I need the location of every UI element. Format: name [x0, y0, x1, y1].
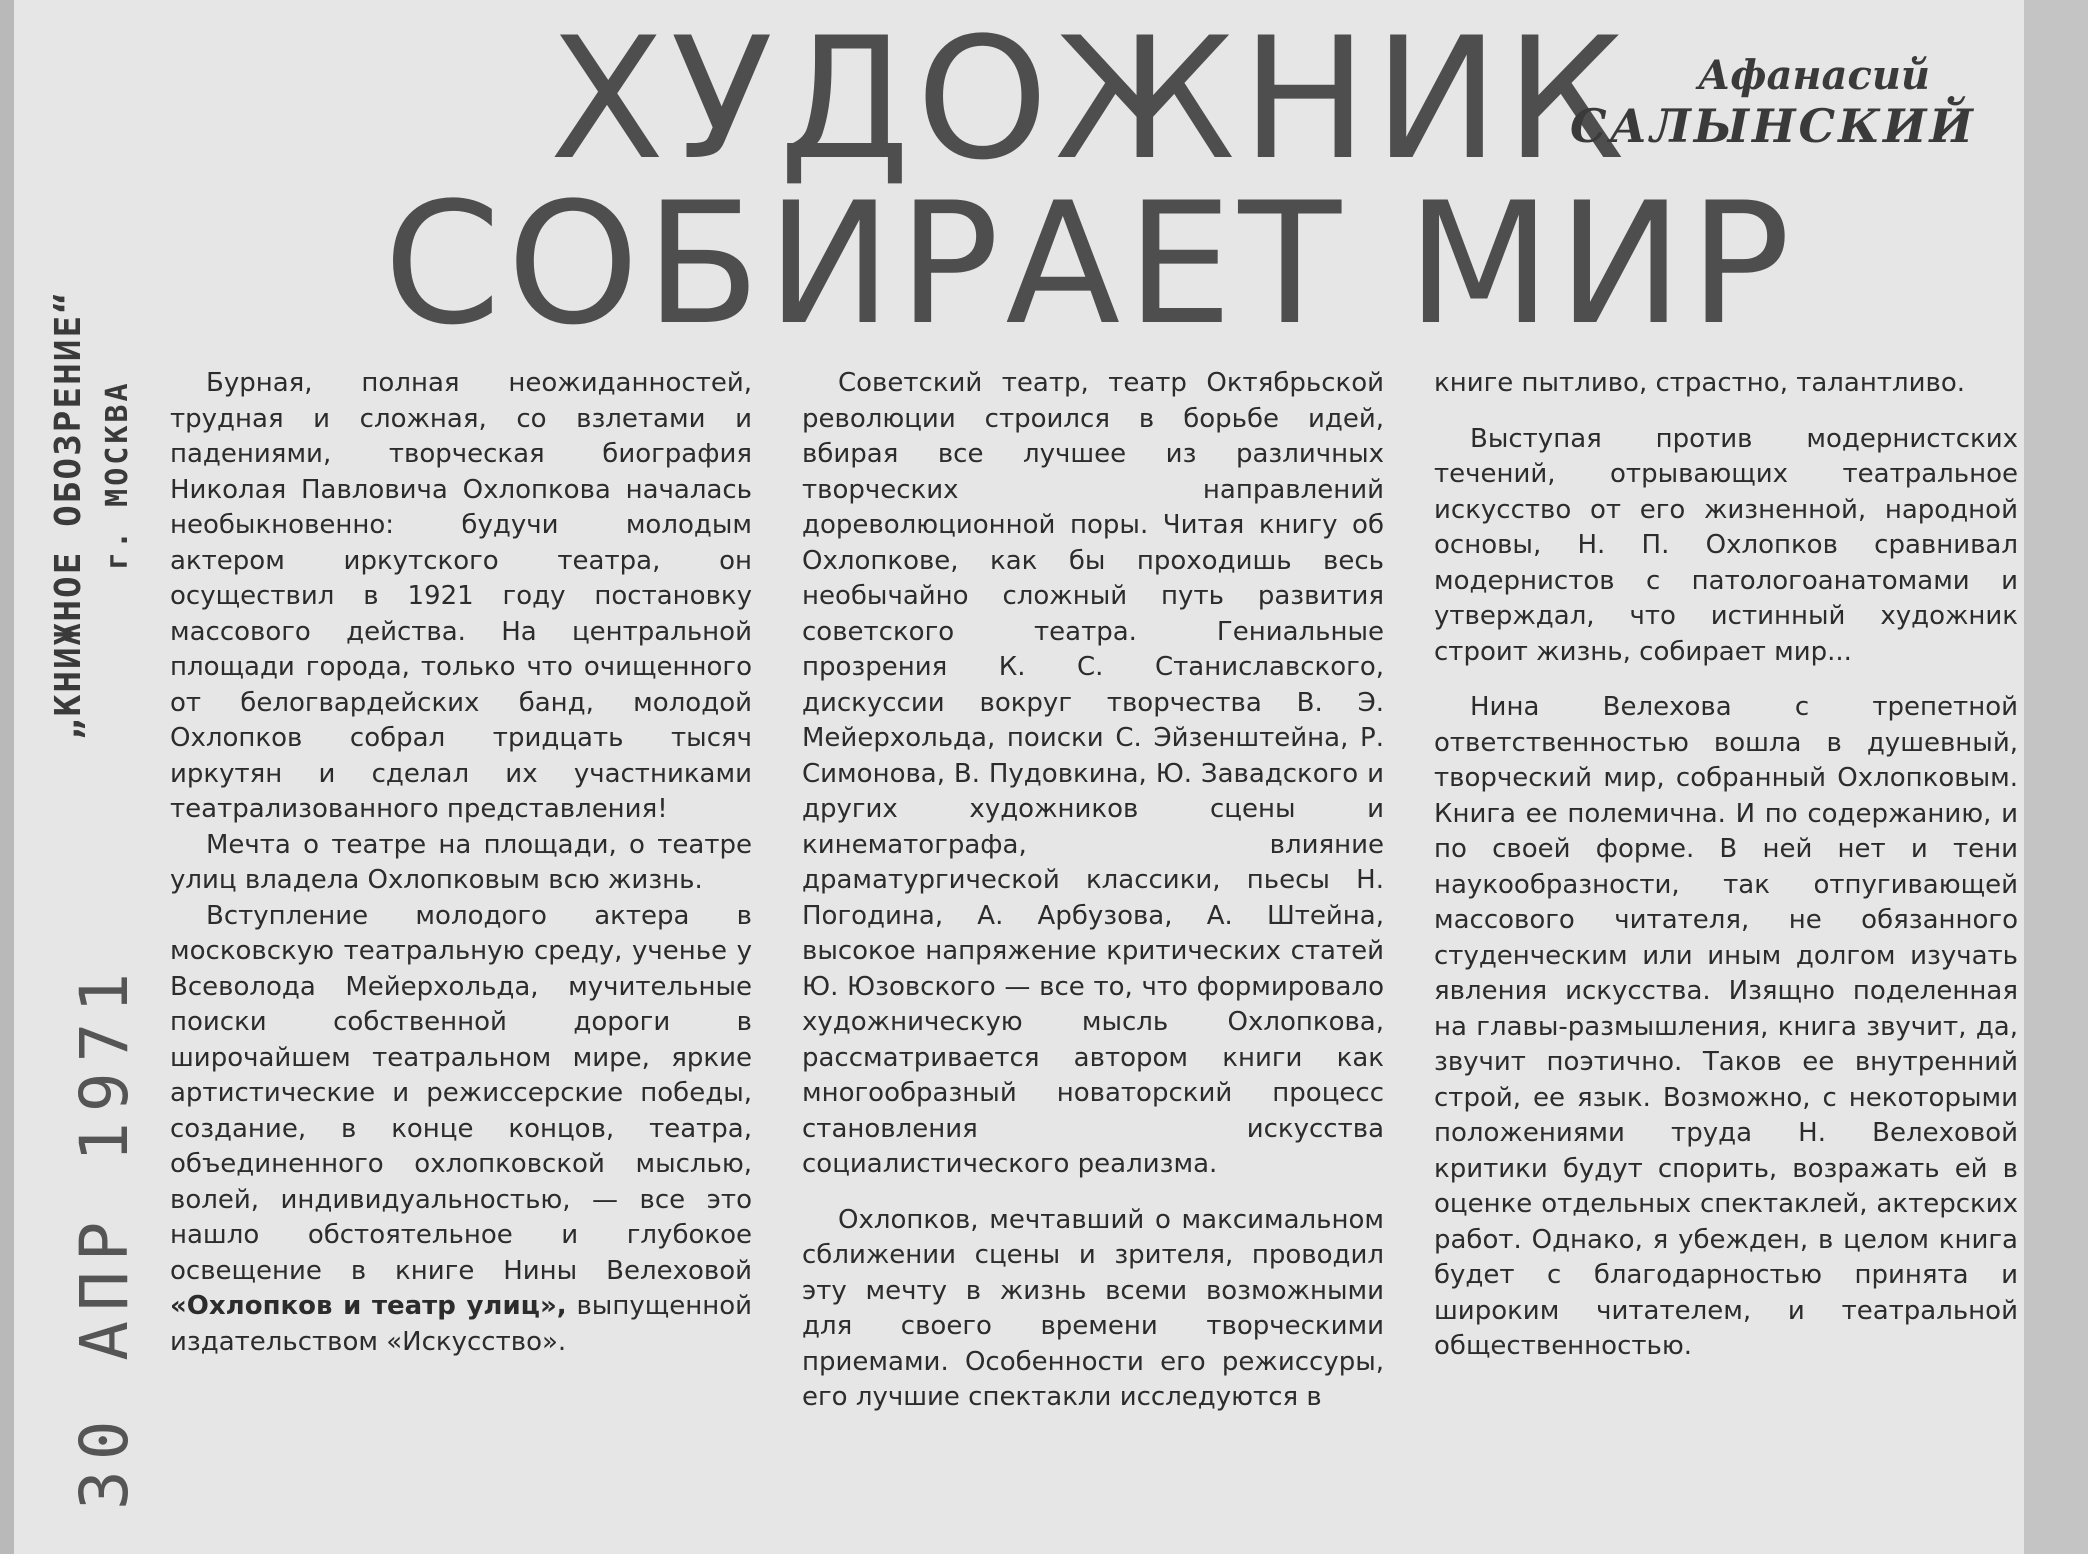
paragraph: книге пытливо, страстно, талантливо.	[1434, 368, 1966, 398]
stamp-city: г. МОСКВА	[100, 380, 135, 570]
publication-stamp	[30, 180, 150, 1550]
headline-line-1: ХУДОЖНИК	[549, 1, 1631, 197]
paragraph: Советский театр, театр Октябрьской революции строился в борьбе идей, вбирая все лучшее из различных творческих направлений дореволюционной поры. Читая книгу об Охлопкове, как бы проходишь весь необычайно сложный путь развития советского театра. Гениальные прозрения К. С. Станиславского, дискуссии вокруг творчества В. Э. Мейерхольда, поиски С. Эйзенштейна, Р. Симонова, В. Пудовкина, Ю. Завадского и других художников сцены и кинематографа, влияние драматургической классики, пьесы Н. Погодина, А. Арбузова, А. Штейна, высокое напряжение критических статей Ю. Юзовского — все то, что формировало художническую мысль Охлопкова, рассматривается автором книги как многообразный новаторский процесс становления искусства социалистического реализма.	[802, 368, 1384, 1179]
headline-line-2: СОБИРАЕТ МИР	[383, 166, 1797, 362]
author-byline	[1570, 52, 1976, 153]
scan-edge	[2024, 0, 2088, 1554]
paragraph: Охлопков, мечтавший о максимальном сближении сцены и зрителя, проводил эту мечту в жизнь всеми возможными для своего времени творческими приемами. Особенности его режиссуры, его лучшие спектакли исследуются в	[802, 1204, 1384, 1412]
author-last-name: САЛЫНСКИЙ	[1570, 99, 1976, 153]
paragraph	[170, 899, 752, 1361]
column-3	[1434, 366, 2018, 1365]
column-1	[170, 366, 752, 1360]
stamp-date: 30 АПР 1971	[66, 962, 143, 1510]
book-title: «Охлопков и театр улиц»,	[170, 1291, 567, 1321]
paragraph: Нина Велехова с трепетной ответственностью вошла в душевный, творческий мир, собранный Охлопковым. Книга ее полемична. И по содержанию, и по своей форме. В ней нет и тени наукообразности, так отпугивающей массового читателя, не обязанного студенческим или иным долгом изучать явления искусства. Изящно поделенная на главы-размышления, книга звучит, да, звучит поэтично. Таков ее внутренний строй, ее язык. Возможно, с некоторыми положениями труда Н. Велеховой критики будут спорить, возражать ей в оценке отдельных спектаклей, актерских работ. Однако, я убежден, в целом книга будет с благодарностью принята и широким читателем, и театральной общественностью.	[1434, 692, 2018, 1361]
paragraph: Выступая против модернистских течений, отрывающих театральное искусство от его жизненной, народной основы, Н. П. Охлопков сравнивал модернистов с патологоанатомами и утверждал, что истинный художник строит жизнь, собирает мир...	[1434, 423, 2018, 667]
paragraph: Бурная, полная неожиданностей, трудная и сложная, со взлетами и падениями, творческая биография Николая Павловича Охлопкова началась необыкновенно: будучи молодым актером иркутского театра, он осуществил в 1921 году постановку массового действа. На центральной площади города, только что очищенного от белогвардейских банд, молодой Охлопков собрал тридцать тысяч иркутян и сделал их участниками театрализованного представления!	[170, 368, 752, 824]
article-body	[170, 366, 2020, 1546]
paragraph: Мечта о театре на площади, о театре улиц владела Охлопковым всю жизнь.	[170, 829, 752, 895]
paragraph-text: Вступление молодого актера в московскую театральную среду, ученье у Всеволода Мейерхольда, мучительные поиски собственной дороги в широчайшем театральном мире, яркие артистические и режиссерские победы, создание, в конце концов, театра, объединенного охлопковской мыслью, волей, индивидуальностью, — все это нашло обстоятельное и глубокое освещение в книге Нины Велеховой	[170, 900, 752, 1286]
stamp-publication-name: „КНИЖНОЕ ОБОЗРЕНИЕ“	[48, 290, 89, 740]
column-2	[802, 366, 1384, 1416]
paragraph-text: выпущенной издательством «Искусство».	[170, 1291, 752, 1357]
author-first-name: Афанасий	[1697, 52, 1930, 99]
